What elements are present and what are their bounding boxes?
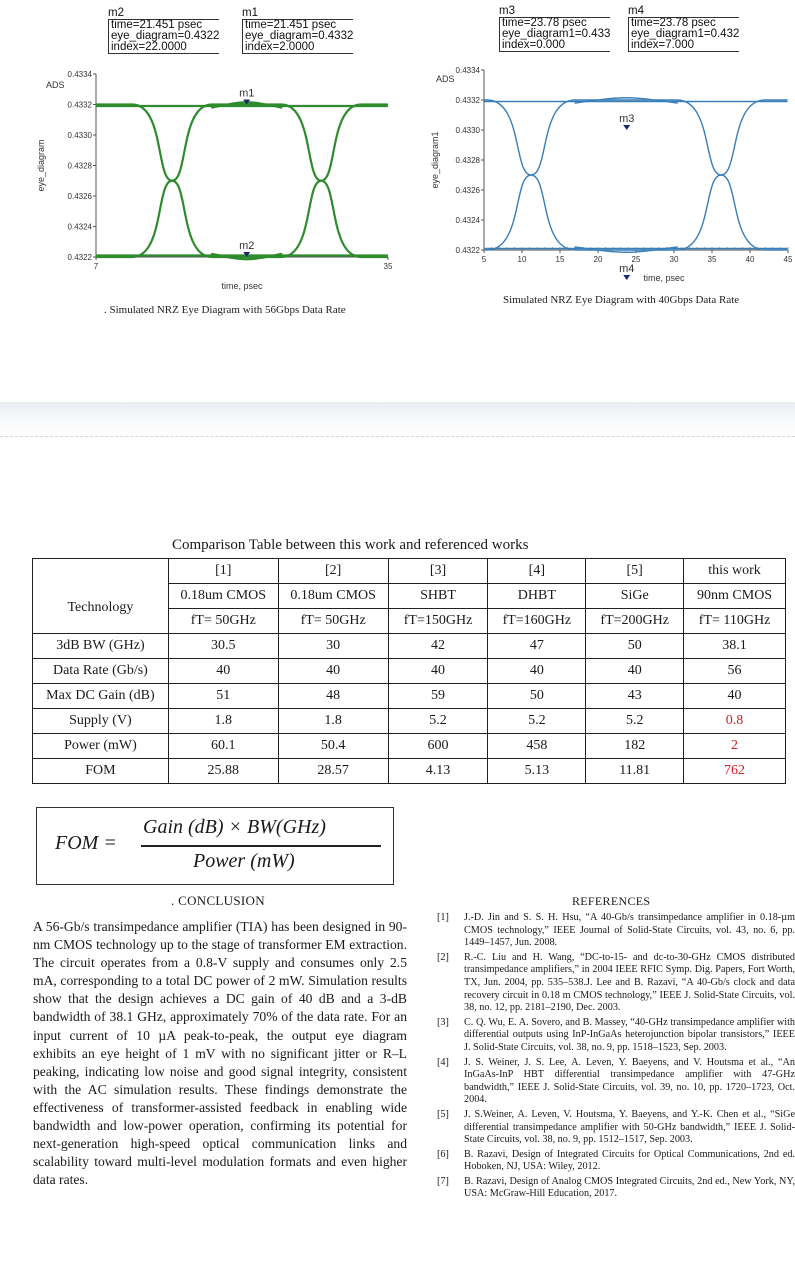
table-cell: 40	[684, 684, 786, 709]
figure-caption: Simulated NRZ Eye Diagram with 40Gbps Data Rate	[503, 294, 740, 306]
formula-numerator: Gain (dB) × BW(GHz)	[143, 816, 326, 838]
marker-tag: m4	[619, 263, 635, 275]
table-row	[33, 634, 786, 659]
table-row-label: 3dB BW (GHz)	[33, 634, 169, 659]
table-cell: 5.2	[488, 709, 586, 734]
table-row-technology	[33, 584, 786, 609]
y-tick-label: 0.4322	[455, 246, 480, 255]
table-cell: 0.18um CMOS	[168, 584, 278, 609]
table-cell: 30	[278, 634, 388, 659]
reference-list	[437, 912, 795, 1203]
reference-number: [5]	[437, 1108, 449, 1120]
table-cell: 50	[488, 684, 586, 709]
y-tick-label: 0.4328	[455, 156, 480, 165]
page-separator-band	[0, 402, 795, 436]
x-axis-label: time, psec	[643, 273, 685, 283]
table-cell: 40	[168, 659, 278, 684]
y-axis-label: eye_diagram	[36, 139, 46, 192]
y-tick-label: 0.4330	[455, 126, 480, 135]
table-row	[33, 734, 786, 759]
table-cell: 43	[586, 684, 684, 709]
x-tick-label: 40	[745, 255, 755, 264]
table-row	[33, 709, 786, 734]
reference-item	[437, 952, 795, 1015]
reference-number: [4]	[437, 1056, 449, 1068]
reference-text: C. Q. Wu, E. A. Sovero, and B. Massey, “40-GHz transimpedance amplifier with differential outputs using InP-InGaAs heterojunction bipolar transistors,” IEEE J. Solid-State Circuits, vol. 38, no. 9, pp. 1518–1523, Sep. 2003.	[464, 1016, 795, 1053]
table-header-cell: [3]	[388, 559, 488, 584]
marker-time: time=21.451 psec	[242, 20, 353, 31]
marker-time: time=21.451 psec	[108, 20, 219, 31]
reference-text: B. Razavi, Design of Analog CMOS Integrated Circuits, 2nd ed., New York, NY, USA: McGraw-Hill Education, 2017.	[464, 1175, 795, 1200]
eye-diagram-plot-area	[420, 0, 795, 320]
table-cell: SHBT	[388, 584, 488, 609]
marker-value: eye_diagram1=0.432	[628, 29, 739, 40]
marker-name: m3	[499, 6, 610, 18]
table-header-cell: this work	[684, 559, 786, 584]
table-cell: 5.2	[388, 709, 488, 734]
table-row-label: FOM	[33, 759, 169, 784]
table-cell: 458	[488, 734, 586, 759]
fom-formula	[36, 807, 394, 885]
marker-index: index=22.0000	[108, 42, 219, 54]
table-cell: 40	[586, 659, 684, 684]
table-cell: 51	[168, 684, 278, 709]
table-cell: fT= 110GHz	[684, 609, 786, 634]
reference-item	[437, 1057, 795, 1107]
table-cell: 1.8	[278, 709, 388, 734]
eye-diagram-56gbps	[0, 0, 400, 320]
table-cell: 40	[488, 659, 586, 684]
reference-text: J.-D. Jin and S. S. H. Hsu, “A 40-Gb/s transimpedance amplifier in 0.18-µm CMOS technology,” IEEE Journal of Solid-State Circuits, vol. 43, no. 6, pp. 1449–1457, Jun. 2008.	[464, 912, 795, 949]
reference-number: [7]	[437, 1175, 449, 1187]
table-cell: 600	[388, 734, 488, 759]
table-cell: 42	[388, 634, 488, 659]
table-cell-highlight: 2	[684, 734, 786, 759]
marker-triangle	[623, 125, 630, 130]
table-cell: 30.5	[168, 634, 278, 659]
reference-number: [2]	[437, 951, 449, 963]
table-cell: SiGe	[586, 584, 684, 609]
x-axis-label: time, psec	[221, 281, 263, 291]
table-cell: fT= 50GHz	[168, 609, 278, 634]
table-corner-cell	[33, 559, 169, 584]
table-cell: 48	[278, 684, 388, 709]
x-tick-label: 35	[383, 262, 393, 271]
reference-text: J. S. Weiner, J. S. Lee, A. Leven, Y. Baeyens, and V. Houtsma et al., “An InGaAs-InP HBT differential transimpedance amplifier with 47-GHz bandwidth,” IEEE J. Solid-State Circuits, vol. 39, no. 10, pp. 1720–1723, Oct. 2004.	[464, 1056, 795, 1106]
marker-tag: m1	[239, 87, 255, 100]
marker-index: index=0.000	[499, 40, 610, 52]
table-cell: DHBT	[488, 584, 586, 609]
eye-trace	[97, 105, 387, 258]
marker-time: time=23.78 psec	[499, 18, 610, 29]
table-cell: 40	[388, 659, 488, 684]
y-tick-label: 0.4326	[67, 192, 92, 201]
y-tick-label: 0.4322	[67, 253, 92, 262]
x-tick-label: 15	[555, 255, 565, 264]
table-cell: 50.4	[278, 734, 388, 759]
reference-item	[437, 912, 795, 950]
formula-denominator: Power (mW)	[193, 850, 295, 872]
table-cell: 4.13	[388, 759, 488, 784]
reference-item	[437, 1176, 795, 1201]
table-row-label: Data Rate (Gb/s)	[33, 659, 169, 684]
table-cell: 40	[278, 659, 388, 684]
table-cell: 60.1	[168, 734, 278, 759]
x-tick-label: 20	[593, 255, 603, 264]
table-cell: 11.81	[586, 759, 684, 784]
reference-item	[437, 1017, 795, 1055]
x-tick-label: 30	[669, 255, 679, 264]
marker-tag: m2	[239, 240, 255, 252]
table-cell: 56	[684, 659, 786, 684]
eye-diagram-plot-area	[0, 0, 400, 320]
y-tick-label: 0.4332	[455, 96, 480, 105]
ads-logo-label: ADS	[46, 80, 65, 90]
y-tick-label: 0.4328	[67, 161, 92, 171]
table-row	[33, 759, 786, 784]
ads-logo-label: ADS	[436, 74, 455, 84]
marker-index: index=7.000	[628, 40, 739, 52]
x-tick-label: 10	[517, 255, 527, 264]
table-cell: 50	[586, 634, 684, 659]
marker-value: eye_diagram=0.4322	[108, 31, 219, 42]
table-cell: 1.8	[168, 709, 278, 734]
marker-name: m2	[108, 8, 219, 20]
marker-time: time=23.78 psec	[628, 18, 739, 29]
reference-item	[437, 1109, 795, 1147]
references-heading: REFERENCES	[572, 894, 651, 908]
formula-lhs: FOM =	[55, 832, 117, 854]
table-row-label: Supply (V)	[33, 709, 169, 734]
fraction-bar	[141, 845, 381, 847]
table-row	[33, 684, 786, 709]
y-tick-label: 0.4324	[455, 216, 480, 225]
table-cell: 182	[586, 734, 684, 759]
y-tick-label: 0.4324	[67, 222, 92, 232]
reference-number: [3]	[437, 1016, 449, 1028]
table-cell: fT=200GHz	[586, 609, 684, 634]
marker-tag: m3	[619, 113, 635, 125]
table-cell: fT=160GHz	[488, 609, 586, 634]
table-cell: 0.18um CMOS	[278, 584, 388, 609]
marker-triangle	[623, 275, 630, 280]
reference-item	[437, 1149, 795, 1174]
table-cell: 47	[488, 634, 586, 659]
table-row-label: Power (mW)	[33, 734, 169, 759]
reference-text: J. S.Weiner, A. Leven, V. Houtsma, Y. Baeyens, and Y.-K. Chen et al., “SiGe differential transimpedance amplifier with 50-GHz bandwidth,” IEEE J. Solid-State Circuits, vol. 38, no. 9, pp. 1512–1517, Sep. 2003.	[464, 1108, 795, 1146]
table-header-row	[33, 559, 786, 584]
y-tick-label: 0.4334	[67, 70, 92, 79]
eye-diagram-40gbps	[420, 0, 795, 320]
conclusion-text: A 56-Gb/s transimpedance amplifier (TIA) has been designed in 90-nm CMOS technology up to the stage of transformer EM extraction. The circuit operates from a 0.8-V supply and consumes only 2.5 mA, corresponding to a total DC power of 2 mW. Simulation results show that the design achieves a DC gain of 40 dB and a 3-dB bandwidth of 38.1 GHz, approximately 70% of the data rate. For an input current of 10 µA peak-to-peak, the output eye diagram exhibits an eye height of 1 mV with no significant jitter or R–L peaking, indicating low noise and good signal integrity, consistent with the AC simulation results. These findings demonstrate the effectiveness of transformer-assisted feedback in enabling wide bandwidth and low-power operation, confirming its potential for next-generation high-speed optical communication links and scalability toward multi-level modulation formats and even higher data rates.	[33, 919, 407, 1188]
y-tick-label: 0.4330	[67, 131, 92, 140]
reference-number: [6]	[437, 1148, 449, 1160]
reference-text: R.-C. Liu and H. Wang, “DC-to-15- and dc-to-30-GHz CMOS distributed transimpedance amplifiers,” in 2004 IEEE RFIC Symp. Dig. Papers, Fort Worth, TX, Jun. 2004, pp. 535–538.J. Lee and B. Razavi, “A 40-Gb/s clock and data recovery circuit in 0.18 m CMOS technology,” IEEE J. Solid-State Circuits, vol. 38, no. 12, pp. 2181–2190, Dec. 2003.	[464, 951, 795, 1014]
conclusion-heading: . CONCLUSION	[171, 893, 265, 908]
reference-text: B. Razavi, Design of Integrated Circuits for Optical Communications, 2nd ed. Hoboken, NJ, USA: Wiley, 2012.	[464, 1148, 795, 1173]
table-cell: 25.88	[168, 759, 278, 784]
figure-caption: . Simulated NRZ Eye Diagram with 56Gbps Data Rate	[104, 304, 346, 316]
table-header-cell: [2]	[278, 559, 388, 584]
marker-name: m1	[242, 8, 353, 20]
x-tick-label: 7	[93, 262, 99, 271]
table-cell-highlight: 762	[684, 759, 786, 784]
y-axis-label: eye_diagram1	[430, 131, 440, 189]
table-cell: fT=150GHz	[388, 609, 488, 634]
table-cell: 38.1	[684, 634, 786, 659]
table-row-label: Max DC Gain (dB)	[33, 684, 169, 709]
table-cell: 90nm CMOS	[684, 584, 786, 609]
x-tick-label: 45	[783, 255, 793, 264]
table-cell-highlight: 0.8	[684, 709, 786, 734]
marker-value: eye_diagram1=0.433	[499, 29, 610, 40]
table-header-cell: [4]	[488, 559, 586, 584]
marker-name: m4	[628, 6, 739, 18]
table-header-cell: [5]	[586, 559, 684, 584]
x-tick-label: 5	[481, 255, 487, 264]
table-row	[33, 659, 786, 684]
table-title: Comparison Table between this work and referenced works	[172, 537, 529, 553]
table-cell: 5.2	[586, 709, 684, 734]
table-header-cell: [1]	[168, 559, 278, 584]
marker-index: index=2.0000	[242, 42, 353, 54]
eye-trace	[97, 105, 387, 258]
y-tick-label: 0.4332	[67, 100, 92, 110]
comparison-table	[32, 558, 786, 784]
table-cell: fT= 50GHz	[278, 609, 388, 634]
reference-number: [1]	[437, 912, 449, 923]
table-row-label: Technology	[33, 584, 169, 634]
y-tick-label: 0.4334	[455, 66, 480, 75]
page-separator-line	[0, 436, 795, 437]
eye-trace	[485, 100, 787, 250]
table-cell: 28.57	[278, 759, 388, 784]
table-cell: 5.13	[488, 759, 586, 784]
table-cell: 59	[388, 684, 488, 709]
marker-value: eye_diagram=0.4332	[242, 31, 353, 42]
y-tick-label: 0.4326	[455, 186, 480, 195]
x-tick-label: 35	[707, 255, 717, 264]
x-tick-label: 25	[631, 255, 641, 264]
